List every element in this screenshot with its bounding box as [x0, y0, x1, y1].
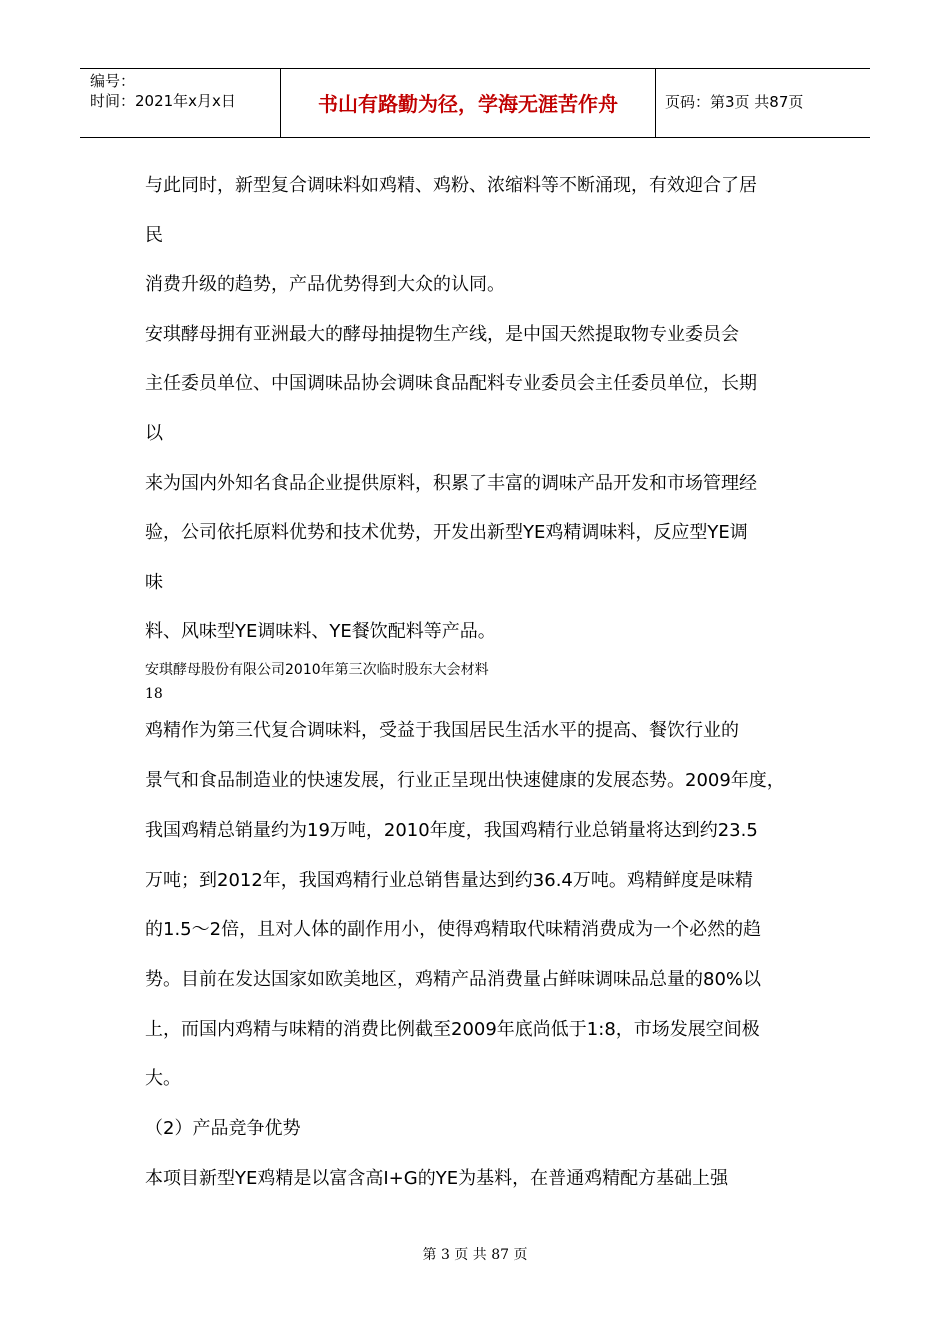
header-motto-cell [280, 69, 656, 137]
body-line: 势。目前在发达国家如欧美地区，鸡精产品消费量占鲜味调味品总量的80%以 [145, 969, 762, 990]
header-page-cell [655, 69, 870, 137]
section-heading: （2）产品竞争优势 [145, 1118, 301, 1139]
body-line: 消费升级的趋势，产品优势得到大众的认同。 [145, 274, 505, 295]
body-line: 料、风味型YE调味料、YE餐饮配料等产品。 [145, 621, 496, 642]
source-note-title: 安琪酵母股份有限公司2010年第三次临时股东大会材料 [145, 662, 489, 678]
body-line: 我国鸡精总销量约为19万吨，2010年度，我国鸡精行业总销量将达到约23.5 [145, 820, 758, 841]
page-info: 页码：第3页 共87页 [665, 93, 804, 111]
page-footer: 第 3 页 共 87 页 [422, 1247, 528, 1263]
body-line: 味 [145, 572, 163, 593]
date-label: 时间：2021年x月x日 [90, 92, 236, 110]
body-line: 安琪酵母拥有亚洲最大的酵母抽提物生产线，是中国天然提取物专业委员会 [145, 324, 739, 345]
page-header [80, 68, 870, 138]
header-meta-cell [80, 69, 280, 137]
body-line: 大。 [145, 1068, 181, 1089]
body-line: 万吨；到2012年，我国鸡精行业总销售量达到约36.4万吨。鸡精鲜度是味精 [145, 870, 753, 891]
number-label: 编号： [90, 72, 136, 90]
motto: 书山有路勤为径，学海无涯苦作舟 [318, 92, 618, 116]
body-line: 景气和食品制造业的快速发展，行业正呈现出快速健康的发展态势。2009年度， [145, 770, 785, 791]
body-line: 上，而国内鸡精与味精的消费比例截至2009年底尚低于1:8，市场发展空间极 [145, 1019, 760, 1040]
body-line: 验，公司依托原料优势和技术优势，开发出新型YE鸡精调味料，反应型YE调 [145, 522, 748, 543]
body-line: 以 [145, 423, 163, 444]
body-line: 本项目新型YE鸡精是以富含高I+G的YE为基料，在普通鸡精配方基础上强 [145, 1168, 729, 1189]
source-note-page: 18 [145, 686, 163, 702]
body-line: 鸡精作为第三代复合调味料，受益于我国居民生活水平的提高、餐饮行业的 [145, 720, 739, 741]
body-line: 与此同时，新型复合调味料如鸡精、鸡粉、浓缩料等不断涌现，有效迎合了居 [145, 175, 757, 196]
body-line: 民 [145, 225, 163, 246]
body-line: 的1.5～2倍，且对人体的副作用小，使得鸡精取代味精消费成为一个必然的趋 [145, 919, 762, 940]
body-line: 来为国内外知名食品企业提供原料，积累了丰富的调味产品开发和市场管理经 [145, 473, 757, 494]
body-line: 主任委员单位、中国调味品协会调味食品配料专业委员会主任委员单位，长期 [145, 373, 757, 394]
